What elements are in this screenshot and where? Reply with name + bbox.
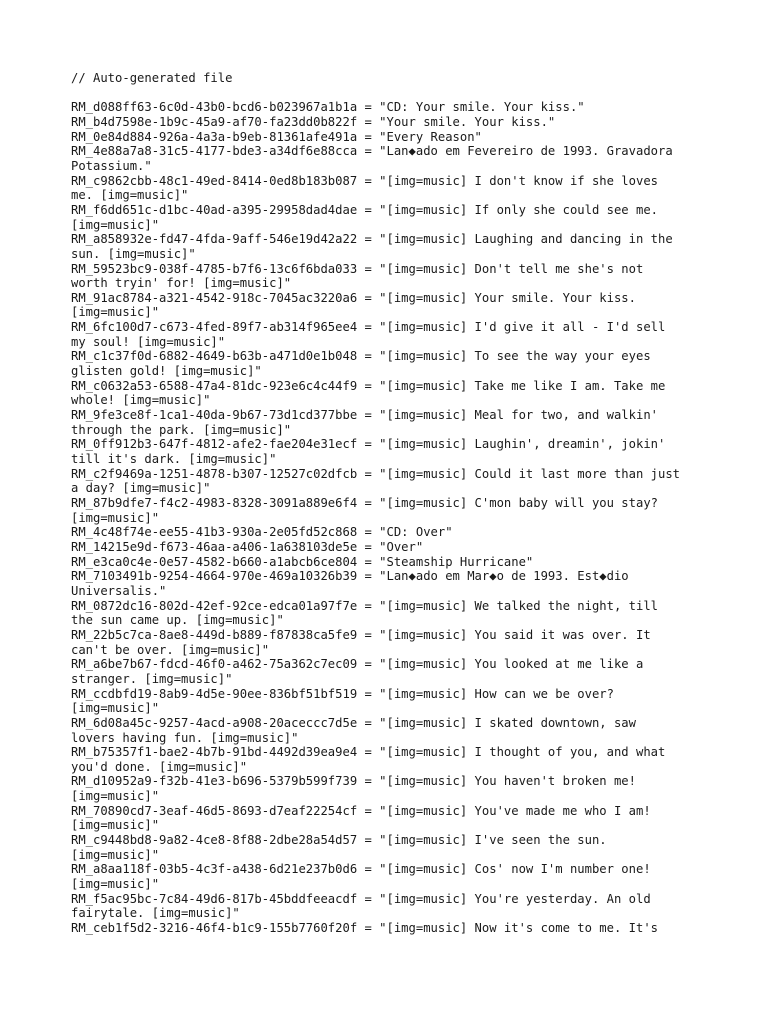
entry-line: RM_0ff912b3-647f-4812-afe2-fae204e31ecf = "[img=music] Laughin', dreamin', jokin' till it's dark. [img=music]" [71, 437, 666, 467]
entry-line: RM_d10952a9-f32b-41e3-b696-5379b599f739 = "[img=music] You haven't broken me! [img=music]" [71, 774, 636, 804]
entry-line: RM_c9862cbb-48c1-49ed-8414-0ed8b183b087 = "[img=music] I don't know if she loves me. [img=music]" [71, 173, 658, 203]
entry-line: RM_a8aa118f-03b5-4c3f-a438-6d21e237b0d6 = "[img=music] Cos' now I'm number one! [img=music]" [71, 862, 651, 892]
entry-line: RM_22b5c7ca-8ae8-449d-b889-f87838ca5fe9 = "[img=music] You said it was over. It can't be over. [img=music]" [71, 627, 651, 657]
entry-line: RM_87b9dfe7-f4c2-4983-8328-3091a889e6f4 = "[img=music] C'mon baby will you stay? [img=music]" [71, 496, 658, 525]
entry-line: RM_ccdbfd19-8ab9-4d5e-90ee-836bf51bf519 = "[img=music] How can we be over? [img=music]" [71, 686, 614, 716]
entry-line: RM_b75357f1-bae2-4b7b-91bd-4492d39ea9e4 = "[img=music] I thought of you, and what you'd done. [img=music]" [71, 745, 666, 774]
entry-line: RM_c9448bd8-9a82-4ce8-8f88-2dbe28a54d57 = "[img=music] I've seen the sun. [img=music]" [71, 833, 607, 862]
entry-line: RM_4c48f74e-ee55-41b3-930a-2e05fd52c868 = "CD: Over" [71, 525, 453, 540]
entry-line: RM_c0632a53-6588-47a4-81dc-923e6c4c44f9 = "[img=music] Take me like I am. Take me whole! [img=music]" [71, 378, 666, 408]
entry-line: RM_59523bc9-038f-4785-b7f6-13c6f6bda033 = "[img=music] Don't tell me she's not worth tryin' for! [img=music]" [71, 261, 644, 291]
entry-line: RM_c2f9469a-1251-4878-b307-12527c02dfcb = "[img=music] Could it last more than just a day? [img=music]" [71, 466, 681, 496]
entry-line: RM_9fe3ce8f-1ca1-40da-9b67-73d1cd377bbe = "[img=music] Meal for two, and walkin' through the park. [img=music]" [71, 408, 658, 437]
entry-line: RM_91ac8784-a321-4542-918c-7045ac3220a6 = "[img=music] Your smile. Your kiss. [img=music]" [71, 290, 636, 320]
document-page [71, 71, 711, 936]
entry-line: RM_ceb1f5d2-3216-46f4-b1c9-155b7760f20f = "[img=music] Now it's come to me. It's [71, 921, 658, 936]
entries-list [71, 100, 711, 935]
entry-line: RM_a6be7b67-fdcd-46f0-a462-75a362c7ec09 = "[img=music] You looked at me like a stranger. [img=music]" [71, 657, 644, 686]
entry-line: RM_f6dd651c-d1bc-40ad-a395-29958dad4dae = "[img=music] If only she could see me. [img=music]" [71, 202, 658, 232]
entry-line: RM_e3ca0c4e-0e57-4582-b660-a1abcb6ce804 = "Steamship Hurricane" [71, 554, 534, 569]
entry-line: RM_70890cd7-3eaf-46d5-8693-d7eaf22254cf = "[img=music] You've made me who I am! [img=music]" [71, 803, 651, 833]
entry-line: RM_14215e9d-f673-46aa-a406-1a638103de5e = "Over" [71, 539, 424, 554]
entry-line: RM_7103491b-9254-4664-970e-469a10326b39 = "Lan◆ado em Mar◆o de 1993. Est◆dio Universalis." [71, 569, 629, 598]
entry-line: RM_b4d7598e-1b9c-45a9-af70-fa23dd0b822f = "Your smile. Your kiss." [71, 114, 556, 129]
entry-line: RM_f5ac95bc-7c84-49d6-817b-45bddfeeacdf = "[img=music] You're yesterday. An old fairytale. [img=music]" [71, 891, 651, 921]
entry-line: RM_0e84d884-926a-4a3a-b9eb-81361afe491a = "Every Reason" [71, 129, 482, 144]
entry-line: RM_6fc100d7-c673-4fed-89f7-ab314f965ee4 = "[img=music] I'd give it all - I'd sell my soul! [img=music]" [71, 320, 666, 349]
entry-line: RM_0872dc16-802d-42ef-92ce-edca01a97f7e = "[img=music] We talked the night, till the sun came up. [img=music]" [71, 598, 658, 628]
entry-line: RM_a858932e-fd47-4fda-9aff-546e19d42a22 = "[img=music] Laughing and dancing in the sun. [img=music]" [71, 232, 673, 261]
entry-line: RM_4e88a7a8-31c5-4177-bde3-a34df6e88cca = "Lan◆ado em Fevereiro de 1993. Gravadora Potassium." [71, 144, 673, 173]
entry-line: RM_6d08a45c-9257-4acd-a908-20aceccc7d5e = "[img=music] I skated downtown, saw lovers having fun. [img=music]" [71, 715, 636, 745]
entry-line: RM_d088ff63-6c0d-43b0-bcd6-b023967a1b1a = "CD: Your smile. Your kiss." [71, 100, 585, 115]
file-header-comment: // Auto-generated file [71, 71, 233, 85]
entry-line: RM_c1c37f0d-6882-4649-b63b-a471d0e1b048 = "[img=music] To see the way your eyes glisten gold! [img=music]" [71, 349, 651, 379]
